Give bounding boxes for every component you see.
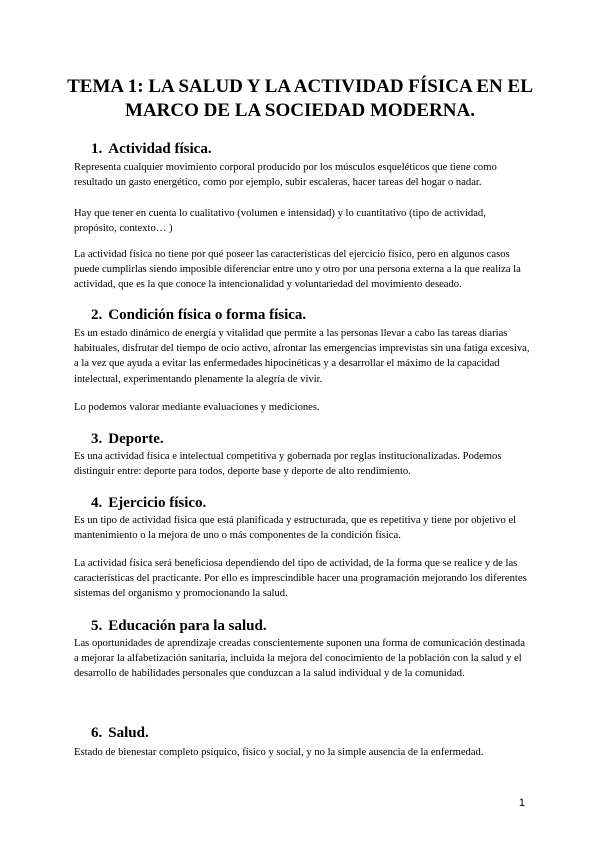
paragraph: La actividad física no tiene por qué poseer las características del ejercicio físico, pero en algunos casos puede cumplirlas siendo imposible diferenciar entre uno y otro por una persona externa a la que realiza la actividad, que es la que conoce la intencionalidad y voluntariedad del movimiento deseado. — [74, 249, 521, 291]
section-number: 3. — [91, 431, 103, 447]
section-heading-2 — [91, 306, 306, 324]
section-title: Ejercicio físico. — [108, 495, 207, 511]
document-title — [60, 75, 540, 123]
paragraph: Es un tipo de actividad física que está planificada y estructurada, que es repetitiva y tiene por objetivo el mantenimiento o la mejora de uno o más componentes de la condición física. — [74, 515, 517, 542]
section-heading-5 — [91, 617, 267, 635]
paragraph: Estado de bienestar completo psíquico, físico y social, y no la simple ausencia de la enfermedad. — [74, 747, 484, 758]
paragraph: Es una actividad física e intelectual competitiva y gobernada por reglas institucionalizadas. Podemos distinguir entre: deporte para todos, deporte base y deporte de alto rendimiento. — [74, 451, 502, 478]
section-heading-1 — [91, 140, 212, 158]
paragraph: Es un estado dinámico de energía y vitalidad que permite a las personas llevar a cabo las tareas diarias habituales, disfrutar del tiempo de ocio activo, afrontar las emergencias imprevistas sin una fatiga excesiva, a la vez que ayuda a evitar las enfermedades hipocinéticas y a desarrollar el máximo de la capacidad intelectual, experimentando plenamente la alegría de vivir. — [74, 328, 530, 385]
title-line-1: TEMA 1: LA SALUD Y LA ACTIVIDAD FÍSICA EN EL — [67, 76, 533, 97]
paragraph: Hay que tener en cuenta lo cualitativo (volumen e intensidad) y lo cuantitativo (tipo de actividad, propósito, contexto… ) — [74, 208, 486, 235]
section-title: Deporte. — [108, 431, 164, 447]
section-number: 4. — [91, 495, 103, 511]
section-title: Educación para la salud. — [108, 618, 267, 634]
paragraph: Lo podemos valorar mediante evaluaciones y mediciones. — [74, 402, 320, 413]
section-number: 5. — [91, 618, 103, 634]
section-heading-6 — [91, 724, 149, 742]
paragraph: La actividad física será beneficiosa dependiendo del tipo de actividad, de la forma que se realice y de las características del practicante. Por ello es imprescindible hacer una programación mejorando los diferentes sistemas del organismo y promocionando la salud. — [74, 558, 527, 600]
section-heading-4 — [91, 494, 206, 512]
section-number: 1. — [91, 141, 103, 157]
paragraph: Las oportunidades de aprendizaje creadas conscientemente suponen una forma de comunicación destinada a mejorar la alfabetización sanitaria, incluida la mejora del conocimiento de la población con la salud y el desarrollo de habilidades personales que conduzcan a la salud individual y de la comunidad. — [74, 638, 525, 680]
section-title: Salud. — [108, 725, 149, 741]
section-title: Actividad física. — [108, 141, 212, 157]
title-line-2: MARCO DE LA SOCIEDAD MODERNA. — [125, 100, 475, 121]
paragraph: Representa cualquier movimiento corporal producido por los músculos esqueléticos que tiene como resultado un gasto energético, como por ejemplo, subir escaleras, hacer tareas del hogar o nadar. — [74, 162, 497, 189]
section-heading-3 — [91, 430, 164, 448]
section-number: 2. — [91, 307, 103, 323]
section-number: 6. — [91, 725, 103, 741]
section-title: Condición física o forma física. — [108, 307, 307, 323]
page-number: 1 — [518, 797, 525, 809]
